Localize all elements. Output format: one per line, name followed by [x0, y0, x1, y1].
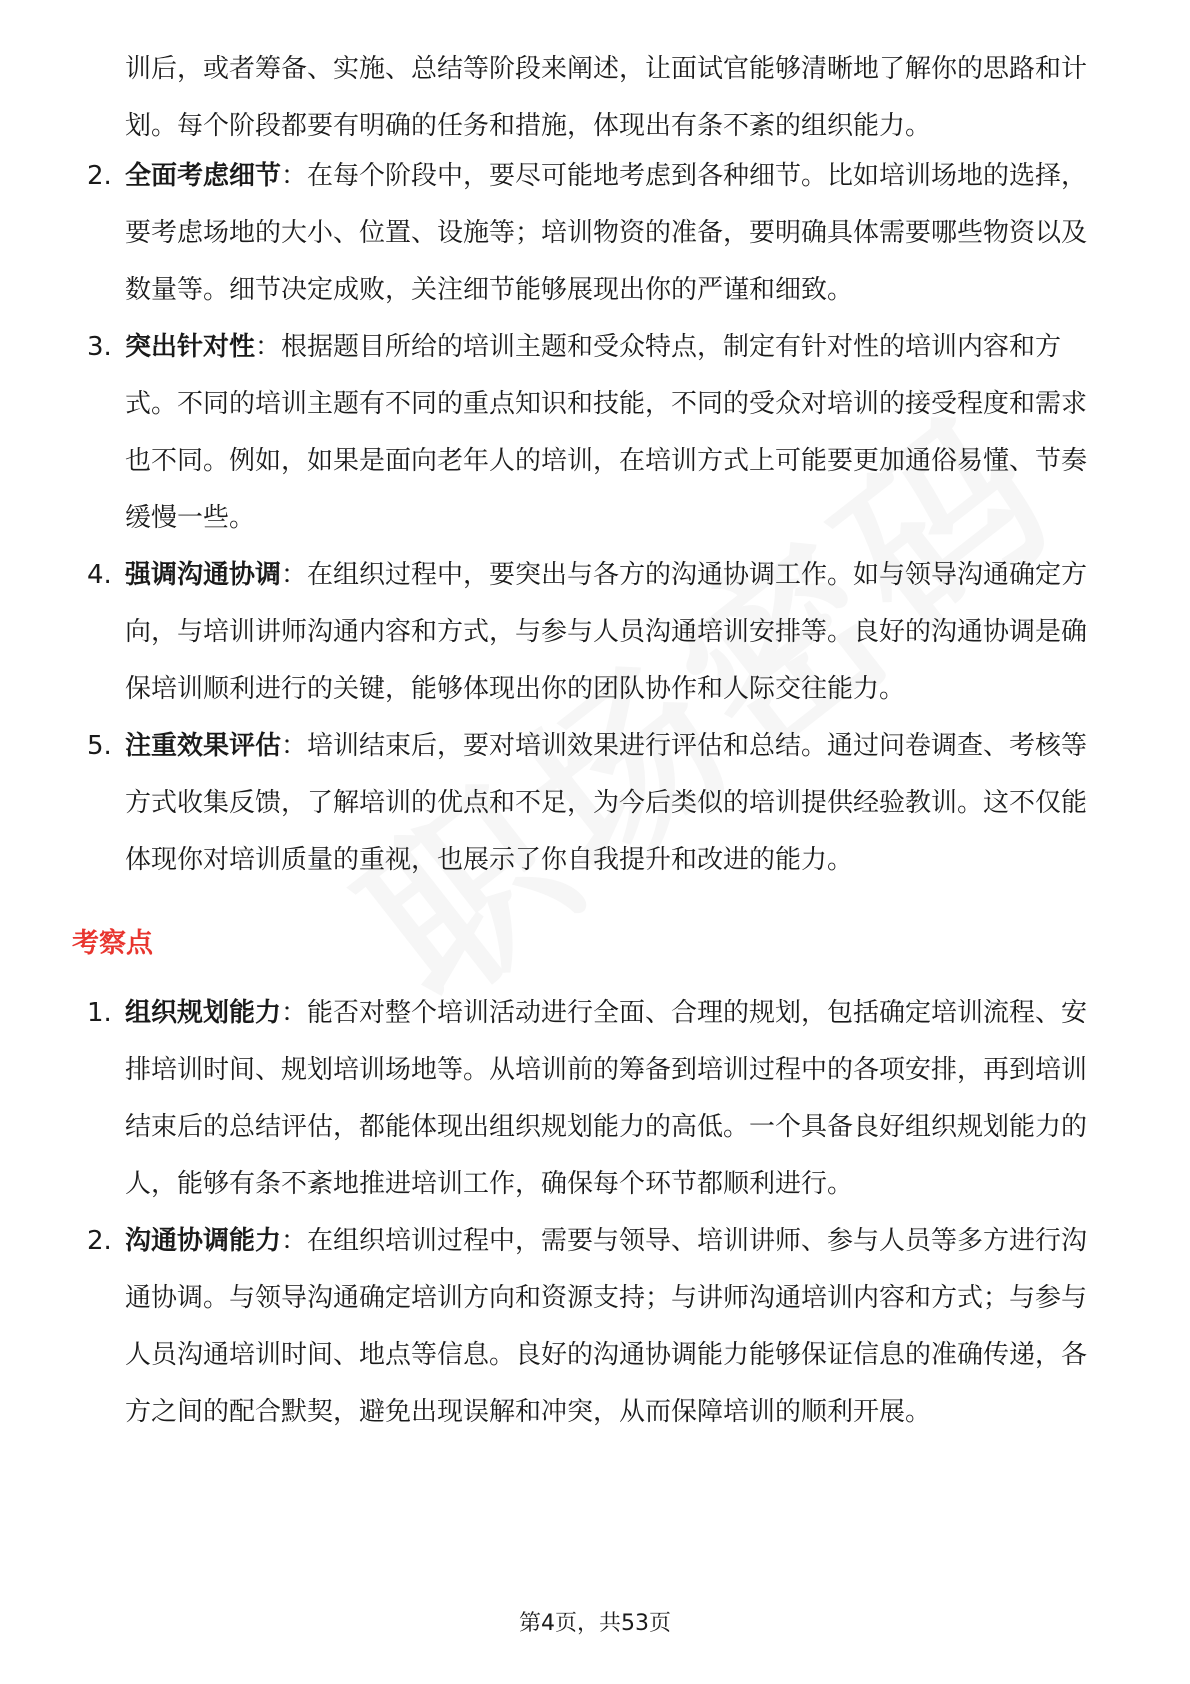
list-number: 4.: [87, 560, 112, 590]
point-term: 强调沟通协调: [125, 560, 282, 590]
point-text: ：根据题目所给的培训主题和受众特点，制定有针对性的培训内容和方式。不同的培训主题有不同的重点知识和技能，不同的受众对培训的接受程度和需求也不同。例如，如果是面向老年人的培训，在培训方式上可能要更加通俗易懂、节奏缓慢一些。: [125, 332, 1088, 533]
exam-point: [87, 985, 1110, 1213]
list-number: 2.: [87, 161, 112, 191]
point-term: 全面考虑细节: [125, 161, 282, 191]
intro-continuation: 训后，或者筹备、实施、总结等阶段来阐述，让面试官能够清晰地了解你的思路和计划。每个阶段都要有明确的任务和措施，体现出有条不紊的组织能力。: [125, 54, 1088, 141]
answer-point: [87, 547, 1110, 718]
answer-point: [87, 319, 1110, 547]
list-number: 2.: [87, 1226, 112, 1256]
point-text: ：在组织过程中，要突出与各方的沟通协调工作。如与领导沟通确定方向，与培训讲师沟通内容和方式，与参与人员沟通培训安排等。良好的沟通协调是确保培训顺利进行的关键，能够体现出你的团队协作和人际交往能力。: [125, 560, 1088, 704]
answer-point: [87, 148, 1110, 319]
exam-point: [87, 1213, 1110, 1441]
point-term: 沟通协调能力: [125, 1226, 282, 1256]
point-text: ：在组织培训过程中，需要与领导、培训讲师、参与人员等多方进行沟通协调。与领导沟通确定培训方向和资源支持；与讲师沟通培训内容和方式；与参与人员沟通培训时间、地点等信息。良好的沟通协调能力能够保证信息的准确传递，各方之间的配合默契，避免出现误解和冲突，从而保障培训的顺利开展。: [125, 1226, 1088, 1427]
point-text: ：能否对整个培训活动进行全面、合理的规划，包括确定培训流程、安排培训时间、规划培训场地等。从培训前的筹备到培训过程中的各项安排，再到培训结束后的总结评估，都能体现出组织规划能力的高低。一个具备良好组织规划能力的人，能够有条不紊地推进培训工作，确保每个环节都顺利进行。: [125, 998, 1088, 1199]
page-footer: 第4页，共53页: [519, 1611, 671, 1636]
answer-point: [87, 718, 1110, 889]
list-number: 3.: [87, 332, 112, 362]
point-term: 突出针对性: [125, 332, 256, 362]
point-text: ：培训结束后，要对培训效果进行评估和总结。通过问卷调查、考核等方式收集反馈，了解培训的优点和不足，为今后类似的培训提供经验教训。这不仅能体现你对培训质量的重视，也展示了你自我提升和改进的能力。: [125, 731, 1088, 875]
list-number: 5.: [87, 731, 112, 761]
point-term: 组织规划能力: [125, 998, 282, 1028]
answer-points-list: [87, 148, 1110, 889]
exam-points-list: [87, 985, 1110, 1441]
list-number: 1.: [87, 998, 112, 1028]
point-term: 注重效果评估: [125, 731, 282, 761]
point-text: ：在每个阶段中，要尽可能地考虑到各种细节。比如培训场地的选择，要考虑场地的大小、位置、设施等；培训物资的准备，要明确具体需要哪些物资以及数量等。细节决定成败，关注细节能够展现出你的严谨和细致。: [125, 161, 1088, 305]
section-heading-exam-points: 考察点: [72, 928, 153, 959]
